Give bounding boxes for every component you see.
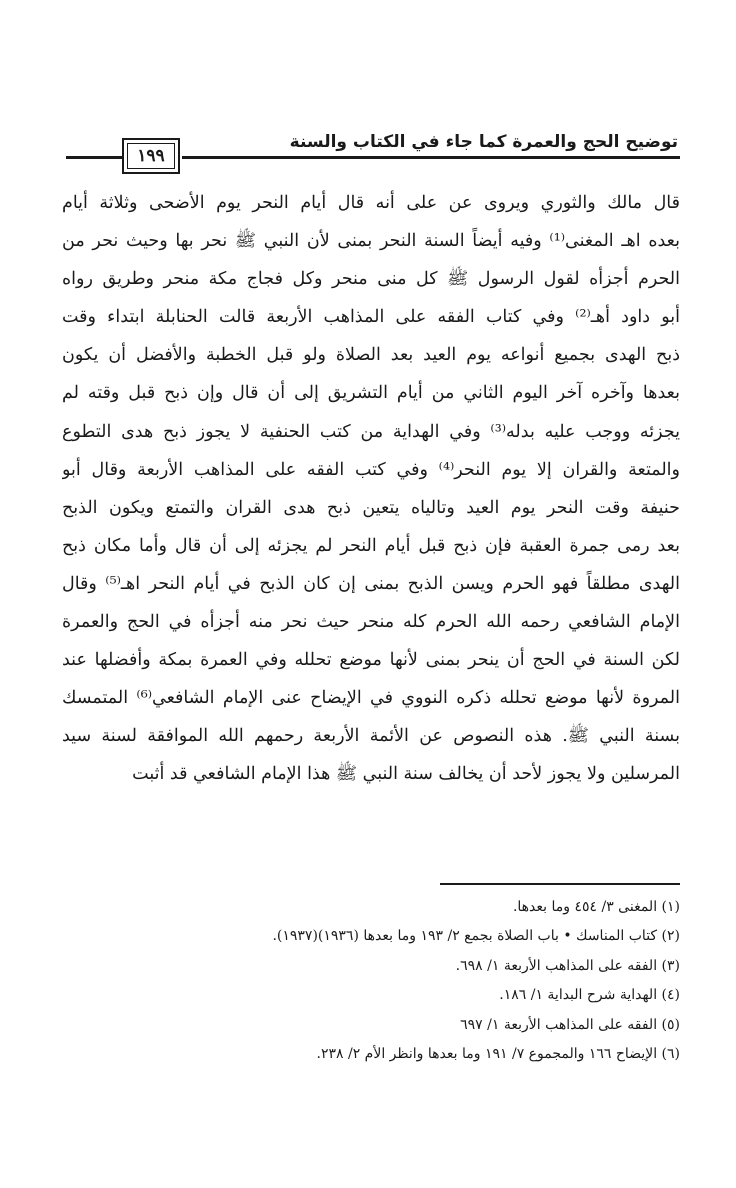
footnote-item: (٥) الفقه على المذاهب الأربعة ١/ ٦٩٧ <box>460 1016 680 1033</box>
footnote-separator <box>440 883 680 885</box>
body-line: بسنة النبي ﷺ. هذه النصوص عن الأئمة الأربعة رحمهم الله الموافقة لسنة سيد <box>62 726 680 747</box>
body-line: الحرم أجزأه لقول الرسول ﷺ كل منى منحر وكل فجاج مكة منحر وطريق رواه <box>62 269 680 290</box>
body-line: بعد رمى جمرة العقبة فإن ذبح قبل أيام النحر لم يجزئه إلى أن قال وأما مكان ذبح <box>62 535 680 556</box>
footnote-item: (٤) الهداية شرح البداية ١/ ١٨٦. <box>499 987 680 1004</box>
header-rule-left <box>66 156 122 159</box>
body-line: قال مالك والثوري ويروى عن على أنه قال أيام النحر يوم الأضحى وثلاثة أيام <box>62 193 680 213</box>
footnote-item: (٢) كتاب المناسك • باب الصلاة بجمع ٢/ ١٩٣ وما بعدها (١٩٣٦)(١٩٣٧). <box>272 928 680 945</box>
body-line: ذبح الهدى بجميع أنواعه يوم العيد بعد الصلاة ولو قبل الخطبة والأفضل أن يكون <box>62 345 680 366</box>
footnote-item: (٦) الإيضاح ١٦٦ والمجموع ٧/ ١٩١ وما بعدها وانظر الأم ٢/ ٢٣٨. <box>316 1045 680 1062</box>
body-line: الإمام الشافعي رحمه الله الحرم كله منحر حيث نحر منه أجزأه في الحج والعمرة <box>62 612 680 633</box>
body-line: والمتعة والقران إلا يوم النحر⁽⁴⁾ وفي كتب الفقه على المذاهب الأربعة وقال أبو <box>62 459 680 480</box>
running-header-title: توضيح الحج والعمرة كما جاء في الكتاب والسنة <box>289 132 678 152</box>
header-rule-right <box>182 156 680 159</box>
body-line: بعدها وآخره آخر اليوم الثاني من أيام التشريق إلى أن قال وإن ذبح قبل وقته لم <box>62 383 680 404</box>
body-line: المرسلين ولا يجوز لأحد أن يخالف سنة النبي ﷺ هذا الإمام الشافعي قد أثبت <box>132 764 680 785</box>
page-number: ١٩٩ <box>127 143 175 169</box>
body-line: حنيفة وقت النحر يوم العيد وتالياه يتعين ذبح هدى القران والتمتع ويكون الذبح <box>62 497 680 518</box>
footnote-item: (١) المغنى ٣/ ٤٥٤ وما بعدها. <box>512 899 680 915</box>
footnotes <box>160 893 680 1069</box>
body-line: الهدى مطلقاً فهو الحرم ويسن الذبح بمنى إن كان الذبح في أيام النحر اهـ⁽⁵⁾ وقال <box>62 573 680 594</box>
body-line: أبو داود أهـ⁽²⁾ وفي كتاب الفقه على المذاهب الأربعة قالت الحنابلة ابتداء وقت <box>62 307 680 328</box>
body-line: بعده اهـ المغنى⁽¹⁾ وفيه أيضاً السنة النحر بمنى لأن النبي ﷺ نحر بها وحيث نحر من <box>62 231 680 252</box>
body-line: لكن السنة في الحج أن ينحر بمنى لأنها موضع تحلله وفي العمرة بمكة وأفضلها عند <box>62 650 680 671</box>
page-number-box <box>122 138 180 174</box>
body-line: المروة لأنها موضع تحلله ذكره النووي في الإيضاح عنى الإمام الشافعي⁽⁶⁾ المتمسك <box>62 688 680 709</box>
footnote-item: (٣) الفقه على المذاهب الأربعة ١/ ٦٩٨. <box>455 957 680 974</box>
body-text <box>62 184 680 794</box>
body-line: يجزئه ووجب عليه بدله⁽³⁾ وفي الهداية من كتب الحنفية لا يجوز ذبح هدى التطوع <box>62 421 680 442</box>
